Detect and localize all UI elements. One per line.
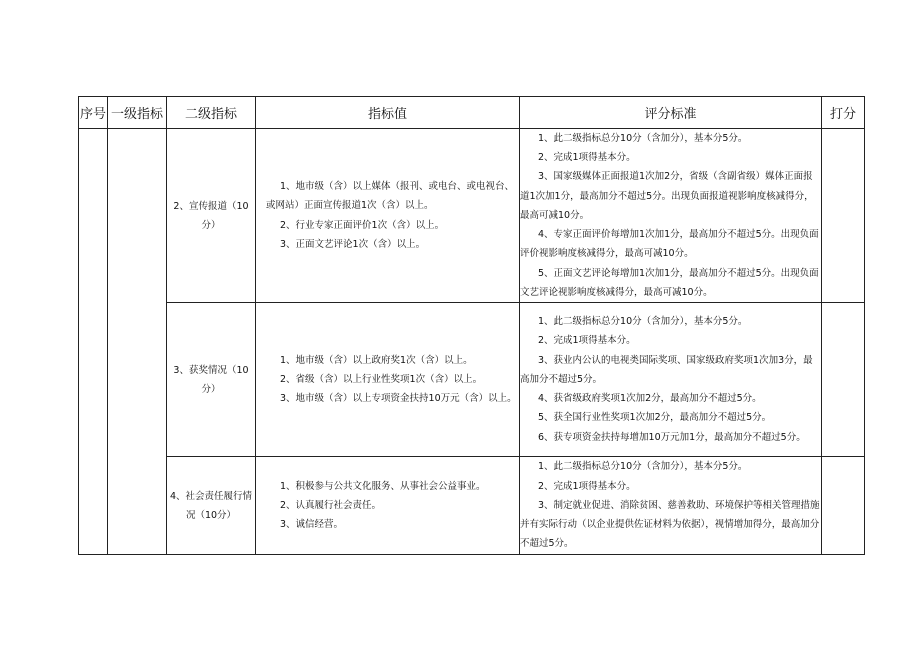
- criteria-item: 2、完成1项得基本分。: [538, 152, 636, 164]
- indicator-item: 3、诚信经营。: [280, 519, 344, 531]
- criteria-item: 5、获全国行业性奖项1次加2分，最高加分不超过5分。: [538, 412, 772, 424]
- level2-cell: [167, 457, 256, 555]
- criteria-item: 4、专家正面评价每增加1次加1分，最高加分不超过5分。出现负面评价视影响度核减得分，最高可减10分。: [520, 229, 819, 260]
- table-row: [79, 303, 865, 457]
- header-score: 打分: [822, 97, 865, 129]
- criteria-cell: [520, 129, 822, 303]
- indicator-item: 3、正面文艺评论1次（含）以上。: [280, 238, 426, 250]
- indicator-item: 1、地市级（含）以上媒体（报刊、或电台、或电视台、或网站）正面宣传报道1次（含）以上。: [266, 181, 515, 212]
- level2-label: 2、宣传报道（10分）: [173, 200, 249, 231]
- criteria-item: 1、此二级指标总分10分（含加分），基本分5分。: [538, 461, 748, 473]
- header-level2: 二级指标: [167, 97, 256, 129]
- scoring-table: [78, 96, 865, 555]
- criteria-item: 3、国家级媒体正面报道1次加2分，省级（含副省级）媒体正面报道1次加1分，最高加分不超过5分。出现负面报道视影响度核减得分，最高可减10分。: [520, 171, 814, 221]
- criteria-item: 1、此二级指标总分10分（含加分），基本分5分。: [538, 316, 748, 328]
- criteria-item: 4、获省级政府奖项1次加2分，最高加分不超过5分。: [538, 393, 762, 405]
- criteria-item: 3、获业内公认的电视类国际奖项、国家级政府奖项1次加3分，最高加分不超过5分。: [520, 354, 813, 385]
- header-criteria: 评分标准: [520, 97, 822, 129]
- level2-label: 4、社会责任履行情况（10分）: [169, 490, 253, 521]
- header-seq: 序号: [79, 97, 108, 129]
- indicator-item: 1、积极参与公共文化服务、从事社会公益事业。: [280, 480, 486, 492]
- indicator-cell: [256, 457, 520, 555]
- indicator-item: 2、行业专家正面评价1次（含）以上。: [280, 219, 445, 231]
- criteria-cell: [520, 457, 822, 555]
- criteria-item: 1、此二级指标总分10分（含加分），基本分5分。: [538, 133, 748, 145]
- criteria-item: 2、完成1项得基本分。: [538, 335, 636, 347]
- header-row: [79, 97, 865, 129]
- indicator-item: 2、认真履行社会责任。: [280, 499, 382, 511]
- criteria-item: 2、完成1项得基本分。: [538, 480, 636, 492]
- score-cell[interactable]: [822, 129, 865, 303]
- criteria-cell: [520, 303, 822, 457]
- indicator-item: 2、省级（含）以上行业性奖项1次（含）以上。: [280, 373, 483, 385]
- indicator-cell: [256, 303, 520, 457]
- level2-cell: [167, 129, 256, 303]
- table-row: [79, 129, 865, 303]
- criteria-item: 3、制定就业促进、消除贫困、慈善救助、环境保护等相关管理措施并有实际行动（以企业提供佐证材料为依据），视情增加得分，最高加分不超过5分。: [520, 499, 820, 550]
- header-level1: 一级指标: [108, 97, 167, 129]
- score-cell[interactable]: [822, 457, 865, 555]
- score-cell[interactable]: [822, 303, 865, 457]
- level2-cell: [167, 303, 256, 457]
- criteria-item: 6、获专项资金扶持每增加10万元加1分，最高加分不超过5分。: [538, 431, 806, 443]
- header-indicator: 指标值: [256, 97, 520, 129]
- table-row: [79, 457, 865, 555]
- level2-label: 3、获奖情况（10分）: [173, 364, 249, 395]
- indicator-item: 1、地市级（含）以上政府奖1次（含）以上。: [280, 354, 473, 366]
- seq-cell: [79, 129, 108, 555]
- indicator-cell: [256, 129, 520, 303]
- indicator-item: 3、地市级（含）以上专项资金扶持10万元（含）以上。: [280, 393, 517, 405]
- level1-cell: [108, 129, 167, 555]
- criteria-item: 5、正面文艺评论每增加1次加1分，最高加分不超过5分。出现负面文艺评论视影响度核减得分，最高可减10分。: [520, 267, 819, 298]
